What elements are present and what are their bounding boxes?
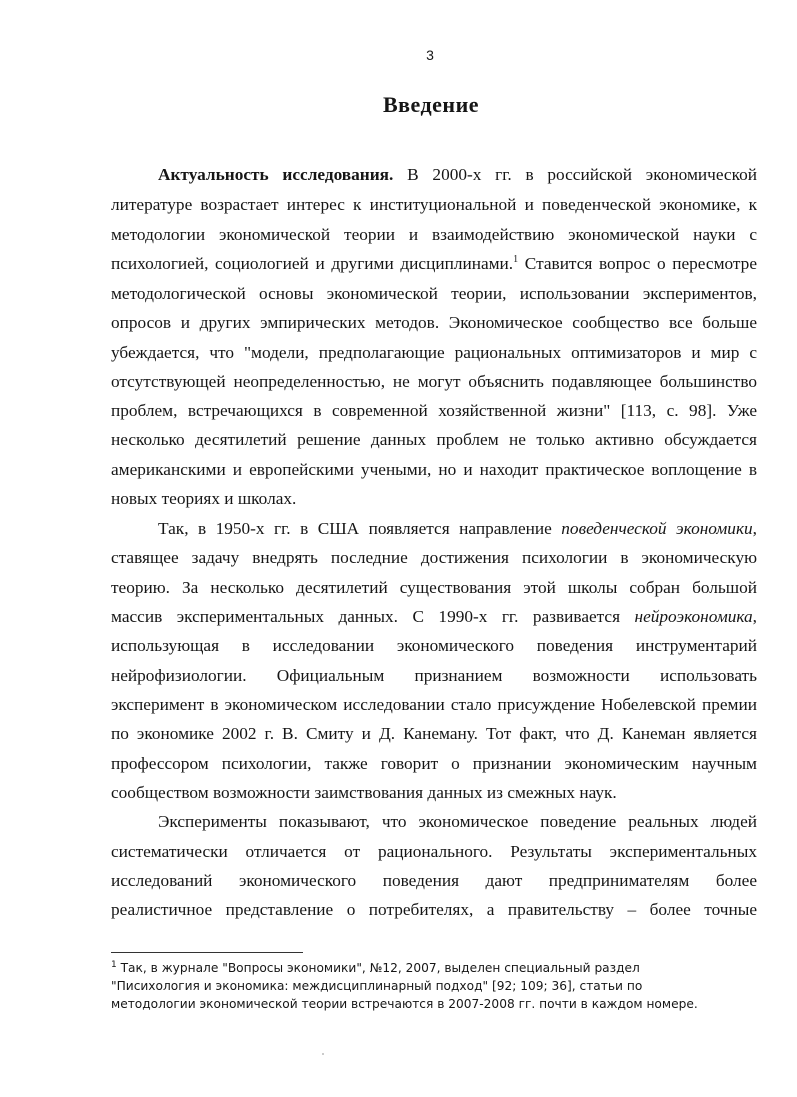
text-line: убеждается, что "модели, предполагающие рациональных оптимизаторов и мир с — [111, 343, 757, 362]
page-number: 3 — [426, 47, 434, 63]
footnote-mark: 1 — [111, 960, 117, 970]
footnote-separator — [111, 952, 303, 953]
text-line: новых теориях и школах. — [111, 489, 297, 508]
text-line: Актуальность исследования. В 2000-х гг. в российской экономической — [158, 165, 757, 184]
footnote-line: $^1$ Так, в журнале "Вопросы экономики", №12, 2007, выделен специальный раздел — [111, 960, 640, 975]
text-line: сообществом возможности заимствования данных из смежных наук. — [111, 783, 617, 802]
text-line: теорию. За несколько десятилетий существования этой школы собран большой — [111, 578, 757, 597]
text-line: эксперимент в экономическом исследовании стало присуждение Нобелевской премии — [111, 695, 757, 714]
scan-speck — [322, 1053, 324, 1055]
text-line: литературе возрастает интерес к институциональной и поведенческой экономике, к — [111, 195, 757, 214]
text-line: реалистичное представление о потребителях, а правительству – более точные — [111, 900, 757, 919]
text-line: по экономике 2002 г. В. Смиту и Д. Канеману. Тот факт, что Д. Канеман является — [111, 724, 757, 743]
text-line: исследований экономического поведения дают предпринимателям более — [111, 871, 757, 890]
italic-term: поведенческой экономики — [561, 519, 753, 538]
paragraph-lead: Актуальность исследования. — [158, 165, 394, 184]
section-heading: Введение — [382, 92, 480, 117]
text-line: ставящее задачу внедрять последние достижения психологии в экономическую — [111, 548, 757, 567]
text-line: психологией, социологией и другими дисциплинами.$^1$ Ставится вопрос о пересмотре — [111, 254, 757, 273]
text-line: отсутствующей неопределенностью, не могут объяснить подавляющее большинство — [111, 372, 757, 391]
text-line: методологии экономической теории и взаимодействию экономической науки с — [111, 225, 757, 244]
text-line: профессором психологии, также говорит о признании экономическим научным — [111, 754, 757, 773]
text-line: использующая в исследовании экономического поведения инструментарий — [111, 636, 757, 655]
text-line: несколько десятилетий решение данных проблем не только активно обсуждается — [111, 430, 757, 449]
text-line: нейрофизиологии. Официальным признанием возможности использовать — [111, 666, 757, 685]
text-line: методологической основы экономической теории, использовании экспериментов, — [111, 284, 757, 303]
text-line: проблем, встречающихся в современной хозяйственной жизни" [113, с. 98]. Уже — [111, 401, 757, 420]
text-line: американскими и европейскими учеными, но и находит практическое воплощение в — [111, 460, 757, 479]
footnote-line: методологии экономической теории встречаются в 2007-2008 гг. почти в каждом номере. — [111, 997, 698, 1011]
text-line: опросов и других эмпирических методов. Экономическое сообщество все больше — [111, 313, 757, 332]
italic-term: нейроэкономика — [634, 607, 753, 626]
text-line: Так, в 1950-х гг. в США появляется направление поведенческой экономики, — [158, 519, 757, 538]
text-line: систематически отличается от рационального. Результаты экспериментальных — [111, 842, 757, 861]
footnote-line: "Писихология и экономика: междисциплинарный подход" [92; 109; 36], статьи по — [111, 979, 643, 993]
footnote-reference: 1 — [513, 254, 519, 265]
text-line: Эксперименты показывают, что экономическое поведение реальных людей — [158, 812, 757, 831]
text-line: массив экспериментальных данных. С 1990-х гг. развивается нейроэкономика, — [111, 607, 757, 626]
